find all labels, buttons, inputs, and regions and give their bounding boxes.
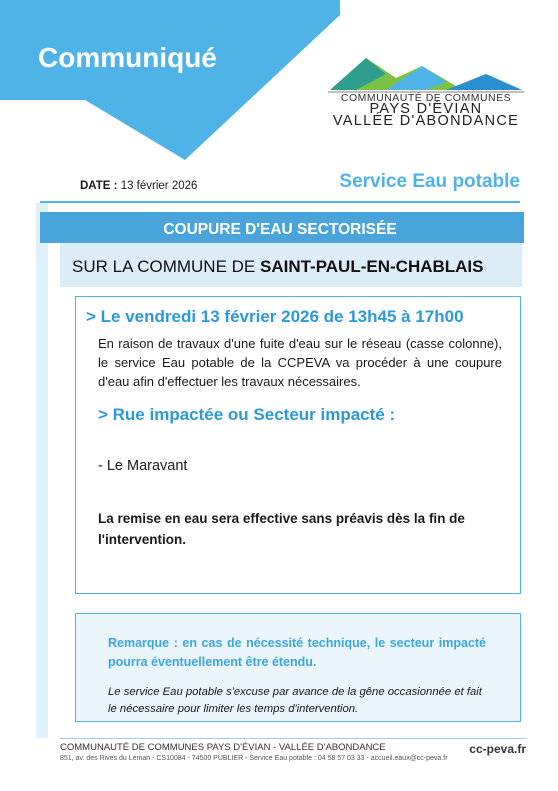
date-line (80, 180, 197, 192)
rue-heading: > Rue impactée ou Secteur impacté : (98, 405, 396, 424)
footer-org: COMMUNAUTÉ DE COMMUNES PAYS D'ÉVIAN - VALLÉE D'ABONDANCE (60, 742, 386, 753)
remise-text: La remise en eau sera effective sans préavis dès la fin de l'intervention. (98, 511, 465, 547)
logo-line-3: VALLÉE D'ABONDANCE (332, 113, 520, 129)
logo-line-1: COMMUNAUTÉ DE COMMUNES (340, 92, 512, 104)
notice-paragraph: En raison de travaux d'une fuite d'eau sur le réseau (casse colonne), le service Eau potable de la CCPEVA va procéder à une coupure d'eau afin d'effectuer les travaux nécessaires. (98, 336, 502, 389)
footer-website-link[interactable]: cc-peva.fr (469, 742, 526, 756)
banner-title: Communiqué (38, 42, 217, 73)
commune-name: SAINT-PAUL-EN-CHABLAIS (259, 257, 484, 276)
remarque-text: Remarque : en cas de nécessité technique, le secteur impacté pourra éventuellement être étendu. (108, 636, 486, 669)
frame-left-stripe (36, 203, 48, 738)
service-name: Service Eau potable (339, 171, 520, 192)
notice-when: > Le vendredi 13 février 2026 de 13h45 à 17h00 (86, 307, 464, 326)
communique-banner (0, 0, 340, 165)
date-label: DATE : (80, 180, 118, 192)
excuse-text: Le service Eau potable s'excuse par avance de la gêne occasionnée et fait le nécessaire pour limiter les temps d'intervention. (108, 686, 482, 715)
footer-address: 851, av. des Rives du Léman - CS10084 - 74500 PUBLIER - Service Eau potable : 04 58 57 03 33 - accueil.eaux@cc-peva.fr (60, 755, 448, 762)
top-rule (40, 201, 520, 203)
street-item: - Le Maravant (98, 458, 188, 474)
logo-line-2: PAYS D'ÉVIAN (369, 101, 483, 117)
commune-prefix: SUR LA COMMUNE DE (72, 257, 260, 276)
date-value: 13 février 2026 (120, 180, 198, 192)
footer-rule (60, 738, 526, 739)
header-title: COUPURE D'EAU SECTORISÉE (163, 221, 397, 238)
commune-line (72, 257, 484, 277)
